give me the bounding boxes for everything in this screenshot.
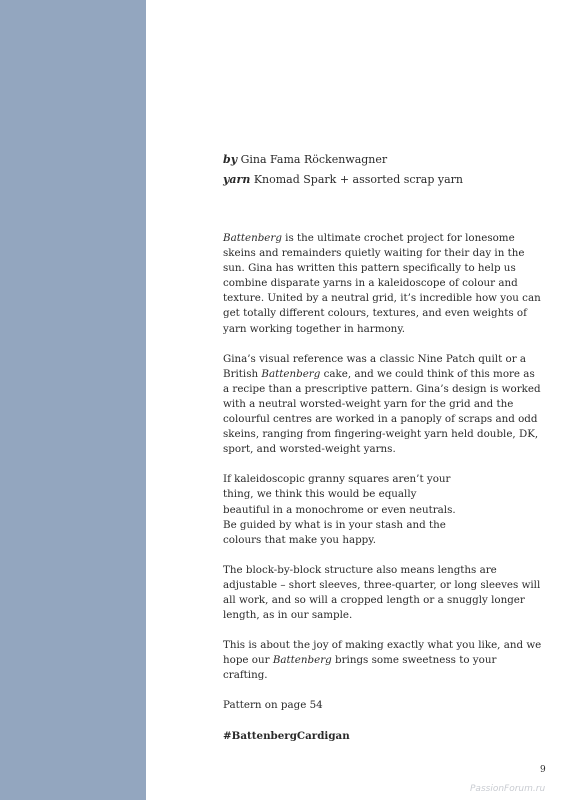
author-name: Gina Fama Röckenwagner bbox=[240, 153, 388, 166]
title-emphasis: Battenberg bbox=[272, 654, 332, 667]
paragraph-text: brings some sweetness to your crafting. bbox=[223, 654, 497, 682]
yarn-name: Knomad Spark + assorted scrap yarn bbox=[253, 173, 464, 186]
author-line bbox=[223, 150, 543, 170]
credits-block bbox=[223, 150, 543, 190]
paragraph-text: cake, and we could think of this more as a recipe than a prescriptive pattern. Gina’s design is worked with a neutral worsted-weight yarn for the grid and the colourful centres are worked in a panoply of scraps and odd skeins, ranging from fingering-weight yarn held double, DK, sport, and worsted-weight yarns. bbox=[223, 367, 541, 456]
paragraph-reference bbox=[223, 352, 543, 458]
yarn-label: yarn bbox=[223, 173, 251, 186]
paragraph-text: is the ultimate crochet project for lonesome skeins and remainders quietly waiting for their day in the sun. Gina has written this pattern specifically to help us combine disparate yarns in a kaleidoscope of colour and texture. United by a neutral grid, it’s incredible how you can get totally different colours, textures, and even weights of yarn working together in harmony. bbox=[223, 232, 541, 335]
article-body bbox=[223, 231, 543, 759]
title-emphasis: Battenberg bbox=[261, 367, 321, 380]
side-color-band bbox=[0, 0, 146, 800]
hashtag: #BattenbergCardigan bbox=[223, 729, 350, 742]
pattern-reference: Pattern on page 54 bbox=[223, 699, 323, 712]
paragraph-intro bbox=[223, 231, 543, 337]
paragraph-text: This is about the joy of making exactly what you like, and we hope our bbox=[223, 639, 542, 667]
paragraph-text: Gina’s visual reference was a classic Nine Patch quilt or a British bbox=[223, 352, 527, 380]
paragraph-joy bbox=[223, 638, 543, 683]
page-number: 9 bbox=[540, 765, 546, 775]
paragraph-colours: If kaleidoscopic granny squares aren’t your thing, we think this would be equally beautiful in a monochrome or even neutrals. Be guided by what is in your stash and the colours that make you happy. bbox=[223, 473, 456, 546]
title-emphasis: Battenberg bbox=[223, 232, 282, 244]
watermark: PassionForum.ru bbox=[470, 784, 546, 794]
yarn-line bbox=[223, 170, 543, 190]
paragraph-structure: The block-by-block structure also means lengths are adjustable – short sleeves, three-quarter, or long sleeves will all work, and so will a cropped length or a snuggly longer length, as in our sample. bbox=[223, 563, 541, 622]
by-label: by bbox=[223, 153, 238, 166]
